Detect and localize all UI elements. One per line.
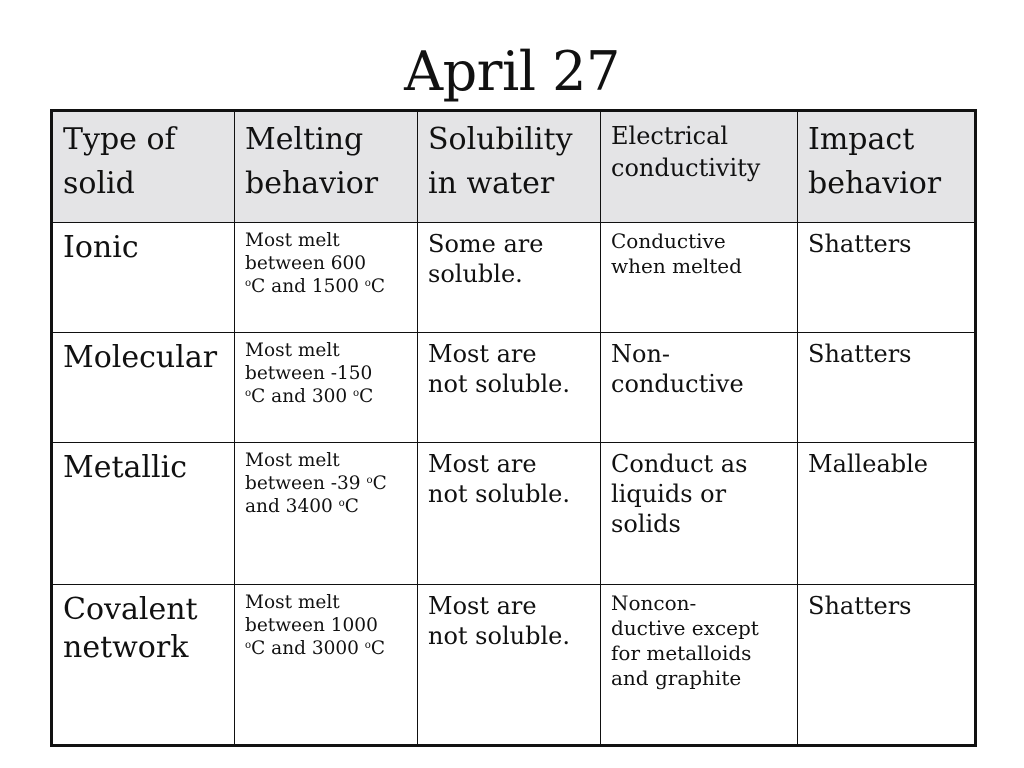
header-impact-behavior: Impact behavior bbox=[798, 111, 976, 223]
table-header-row bbox=[52, 111, 976, 223]
cell-solubility: Some are soluble. bbox=[418, 223, 601, 333]
cell-solubility: Most are not soluble. bbox=[418, 585, 601, 746]
table-row bbox=[52, 443, 976, 585]
solids-comparison-table bbox=[50, 109, 977, 747]
header-type-of-solid: Type of solid bbox=[52, 111, 235, 223]
header-electrical-conductivity: Electrical conductivity bbox=[601, 111, 798, 223]
header-solubility-in-water: Solubility in water bbox=[418, 111, 601, 223]
header-melting-behavior: Melting behavior bbox=[235, 111, 418, 223]
cell-conductivity: Conduct as liquids or solids bbox=[601, 443, 798, 585]
cell-melting: Most melt between -39 $^o$C and 3400 $^o$C bbox=[235, 443, 418, 585]
cell-impact: Shatters bbox=[798, 223, 976, 333]
table-row bbox=[52, 585, 976, 746]
cell-impact: Shatters bbox=[798, 333, 976, 443]
cell-conductivity: Non- conductive bbox=[601, 333, 798, 443]
cell-conductivity: Conductive when melted bbox=[601, 223, 798, 333]
cell-melting: Most melt between 600 $^o$C and 1500 $^o$C bbox=[235, 223, 418, 333]
cell-impact: Shatters bbox=[798, 585, 976, 746]
cell-solubility: Most are not soluble. bbox=[418, 443, 601, 585]
table-row bbox=[52, 223, 976, 333]
cell-melting: Most melt between -150 $^o$C and 300 $^o$C bbox=[235, 333, 418, 443]
cell-melting: Most melt between 1000 $^o$C and 3000 $^o$C bbox=[235, 585, 418, 746]
cell-conductivity: Noncon- ductive except for metalloids and graphite bbox=[601, 585, 798, 746]
cell-solubility: Most are not soluble. bbox=[418, 333, 601, 443]
cell-type: Metallic bbox=[52, 443, 235, 585]
cell-type: Ionic bbox=[52, 223, 235, 333]
page-title: April 27 bbox=[404, 40, 620, 103]
table-row bbox=[52, 333, 976, 443]
cell-type: Covalent network bbox=[52, 585, 235, 746]
cell-impact: Malleable bbox=[798, 443, 976, 585]
cell-type: Molecular bbox=[52, 333, 235, 443]
